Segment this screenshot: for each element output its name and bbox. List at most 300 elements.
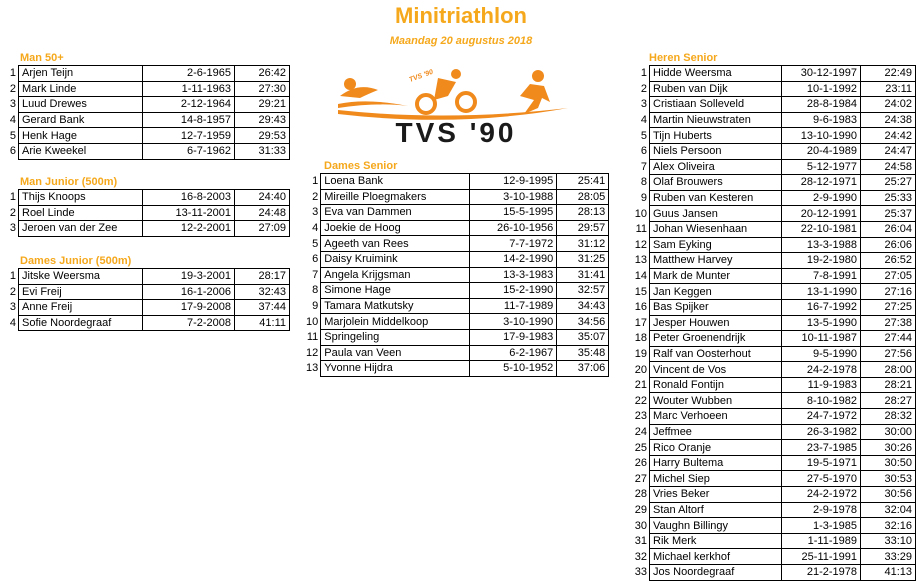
result-row (630, 237, 916, 253)
result-row (630, 487, 916, 503)
time-cell: 27:56 (861, 346, 916, 362)
birthdate-cell: 1-11-1963 (143, 81, 235, 97)
rank-cell: 16 (634, 301, 647, 314)
birthdate-cell: 22-10-1981 (782, 221, 861, 237)
birthdate-cell: 2-12-1964 (143, 97, 235, 113)
name-cell: Yvonne Hijdra (321, 361, 470, 377)
rank-cell: 10 (634, 207, 647, 220)
rank-cell: 8 (640, 176, 647, 189)
name-cell: Ronald Fontijn (650, 377, 782, 393)
time-cell: 26:04 (861, 221, 916, 237)
birthdate-cell: 20-12-1991 (782, 206, 861, 222)
result-row (306, 236, 609, 252)
name-cell: Jan Keggen (650, 284, 782, 300)
time-cell: 26:06 (861, 237, 916, 253)
birthdate-cell: 5-10-1952 (470, 361, 557, 377)
name-cell: Marc Verhoeen (650, 409, 782, 425)
damesjunior-table (6, 268, 290, 331)
result-row (630, 424, 916, 440)
time-cell: 26:52 (861, 253, 916, 269)
name-cell: Bas Spijker (650, 299, 782, 315)
result-row (630, 175, 916, 191)
birthdate-cell: 24-2-1972 (782, 487, 861, 503)
herensenior-title: Heren Senior (649, 52, 718, 64)
birthdate-cell: 15-5-1995 (470, 205, 557, 221)
birthdate-cell: 2-6-1965 (143, 66, 235, 82)
rank-cell: 30 (634, 519, 647, 532)
name-cell: Mark de Munter (650, 268, 782, 284)
birthdate-cell: 23-7-1985 (782, 440, 861, 456)
birthdate-cell: 13-1-1990 (782, 284, 861, 300)
name-cell: Gerard Bank (19, 112, 143, 128)
time-cell: 35:07 (557, 329, 609, 345)
result-row (6, 205, 290, 221)
birthdate-cell: 12-7-1959 (143, 128, 235, 144)
rank-cell: 21 (634, 379, 647, 392)
rank-cell: 26 (634, 457, 647, 470)
birthdate-cell: 12-9-1995 (470, 174, 557, 190)
birthdate-cell: 1-3-1985 (782, 518, 861, 534)
time-cell: 31:33 (235, 143, 290, 159)
name-cell: Ageeth van Rees (321, 236, 470, 252)
tvs90-logo (338, 68, 568, 148)
time-cell: 28:27 (861, 393, 916, 409)
time-cell: 24:40 (235, 190, 290, 206)
rank-cell: 5 (312, 237, 319, 250)
swimmer-icon (338, 78, 408, 108)
damessenior-block (306, 159, 609, 377)
birthdate-cell: 28-12-1971 (782, 175, 861, 191)
man50-title: Man 50+ (20, 52, 64, 64)
birthdate-cell: 2-9-1990 (782, 190, 861, 206)
rank-cell: 4 (640, 114, 647, 127)
name-cell: Wouter Wubben (650, 393, 782, 409)
rank-cell: 6 (9, 145, 16, 158)
result-row (630, 533, 916, 549)
name-cell: Arie Kweekel (19, 143, 143, 159)
birthdate-cell: 17-9-1983 (470, 329, 557, 345)
result-row (6, 128, 290, 144)
time-cell: 31:41 (557, 267, 609, 283)
rank-cell: 13 (634, 254, 647, 267)
birthdate-cell: 14-2-1990 (470, 251, 557, 267)
time-cell: 25:37 (861, 206, 916, 222)
time-cell: 28:17 (235, 269, 290, 285)
rank-cell: 4 (312, 222, 319, 235)
time-cell: 33:10 (861, 533, 916, 549)
herensenior-table (630, 65, 916, 581)
result-row (630, 409, 916, 425)
time-cell: 29:43 (235, 112, 290, 128)
birthdate-cell: 20-4-1989 (782, 143, 861, 159)
time-cell: 31:25 (557, 251, 609, 267)
name-cell: Simone Hage (321, 283, 470, 299)
name-cell: Vries Beker (650, 487, 782, 503)
birthdate-cell: 11-9-1983 (782, 377, 861, 393)
time-cell: 32:16 (861, 518, 916, 534)
birthdate-cell: 28-8-1984 (782, 97, 861, 113)
birthdate-cell: 19-2-1980 (782, 253, 861, 269)
name-cell: Mark Linde (19, 81, 143, 97)
name-cell: Johan Wiesenhaan (650, 221, 782, 237)
manjunior-block (6, 175, 290, 237)
birthdate-cell: 9-6-1983 (782, 112, 861, 128)
birthdate-cell: 3-10-1988 (470, 189, 557, 205)
name-cell: Marjolein Middelkoop (321, 314, 470, 330)
rank-cell: 1 (9, 191, 16, 204)
rank-cell: 6 (640, 145, 647, 158)
name-cell: Jeffmee (650, 424, 782, 440)
birthdate-cell: 13-10-1990 (782, 128, 861, 144)
time-cell: 24:02 (861, 97, 916, 113)
time-cell: 28:13 (557, 205, 609, 221)
birthdate-cell: 24-2-1978 (782, 362, 861, 378)
result-row (630, 112, 916, 128)
time-cell: 32:43 (235, 284, 290, 300)
result-row (6, 66, 290, 82)
result-row (630, 128, 916, 144)
rank-cell: 19 (634, 347, 647, 360)
time-cell: 37:44 (235, 300, 290, 316)
rank-cell: 5 (9, 129, 16, 142)
name-cell: Paula van Veen (321, 345, 470, 361)
time-cell: 27:09 (235, 221, 290, 237)
rank-cell: 6 (312, 253, 319, 266)
result-row (630, 315, 916, 331)
time-cell: 27:44 (861, 331, 916, 347)
result-row (630, 331, 916, 347)
rank-cell: 29 (634, 503, 647, 516)
birthdate-cell: 17-9-2008 (143, 300, 235, 316)
herensenior-block (630, 51, 916, 581)
name-cell: Jeroen van der Zee (19, 221, 143, 237)
birthdate-cell: 21-2-1978 (782, 565, 861, 581)
name-cell: Martin Nieuwstraten (650, 112, 782, 128)
birthdate-cell: 16-1-2006 (143, 284, 235, 300)
birthdate-cell: 3-10-1990 (470, 314, 557, 330)
rank-cell: 12 (306, 346, 319, 359)
result-row (630, 565, 916, 581)
result-row (630, 66, 916, 82)
result-row (306, 298, 609, 314)
rank-cell: 7 (640, 160, 647, 173)
time-cell: 28:21 (861, 377, 916, 393)
birthdate-cell: 1-11-1989 (782, 533, 861, 549)
damessenior-title: Dames Senior (324, 160, 398, 172)
result-row (630, 190, 916, 206)
result-row (306, 361, 609, 377)
time-cell: 33:29 (861, 549, 916, 565)
birthdate-cell: 13-3-1988 (782, 237, 861, 253)
time-cell: 23:11 (861, 81, 916, 97)
name-cell: Harry Bultema (650, 455, 782, 471)
birthdate-cell: 6-7-1962 (143, 143, 235, 159)
result-row (630, 346, 916, 362)
result-row (306, 189, 609, 205)
result-row (630, 284, 916, 300)
name-cell: Rik Merk (650, 533, 782, 549)
time-cell: 28:00 (861, 362, 916, 378)
name-cell: Ralf van Oosterhout (650, 346, 782, 362)
time-cell: 29:57 (557, 220, 609, 236)
name-cell: Joekie de Hoog (321, 220, 470, 236)
rank-cell: 3 (9, 222, 16, 235)
name-cell: Eva van Dammen (321, 205, 470, 221)
result-row (6, 269, 290, 285)
rank-cell: 4 (9, 317, 16, 330)
result-row (306, 267, 609, 283)
name-cell: Roel Linde (19, 205, 143, 221)
result-row (306, 329, 609, 345)
time-cell: 25:41 (557, 174, 609, 190)
rank-cell: 9 (312, 300, 319, 313)
result-row (6, 112, 290, 128)
rank-cell: 1 (312, 175, 319, 188)
rank-cell: 22 (634, 394, 647, 407)
rank-cell: 1 (640, 67, 647, 80)
result-row (306, 283, 609, 299)
runner-icon (520, 70, 550, 114)
birthdate-cell: 16-7-1992 (782, 299, 861, 315)
man50-block (6, 51, 290, 160)
time-cell: 41:13 (861, 565, 916, 581)
name-cell: Jitske Weersma (19, 269, 143, 285)
rank-cell: 4 (9, 114, 16, 127)
rank-cell: 32 (634, 550, 647, 563)
name-cell: Stan Altorf (650, 502, 782, 518)
name-cell: Henk Hage (19, 128, 143, 144)
birthdate-cell: 15-2-1990 (470, 283, 557, 299)
birthdate-cell: 6-2-1967 (470, 345, 557, 361)
rank-cell: 33 (634, 566, 647, 579)
birthdate-cell: 11-7-1989 (470, 298, 557, 314)
rank-cell: 24 (634, 425, 647, 438)
birthdate-cell: 13-5-1990 (782, 315, 861, 331)
rank-cell: 15 (634, 285, 647, 298)
name-cell: Ruben van Kesteren (650, 190, 782, 206)
result-row (6, 315, 290, 331)
name-cell: Matthew Harvey (650, 253, 782, 269)
page-subtitle: Maandag 20 augustus 2018 (389, 35, 533, 47)
time-cell: 27:38 (861, 315, 916, 331)
time-cell: 24:58 (861, 159, 916, 175)
damesjunior-title: Dames Junior (500m) (20, 255, 132, 267)
birthdate-cell: 19-5-1971 (782, 455, 861, 471)
result-row (630, 502, 916, 518)
time-cell: 28:32 (861, 409, 916, 425)
rank-cell: 1 (9, 270, 16, 283)
time-cell: 24:48 (235, 205, 290, 221)
time-cell: 30:00 (861, 424, 916, 440)
rank-cell: 2 (640, 82, 647, 95)
result-row (630, 440, 916, 456)
rank-cell: 3 (640, 98, 647, 111)
rank-cell: 5 (640, 129, 647, 142)
birthdate-cell: 14-8-1957 (143, 112, 235, 128)
time-cell: 31:12 (557, 236, 609, 252)
result-row (630, 81, 916, 97)
name-cell: Michael kerkhof (650, 549, 782, 565)
rank-cell: 11 (306, 331, 319, 344)
time-cell: 25:33 (861, 190, 916, 206)
result-row (630, 159, 916, 175)
rank-cell: 12 (634, 238, 647, 251)
name-cell: Mireille Ploegmakers (321, 189, 470, 205)
name-cell: Daisy Kruimink (321, 251, 470, 267)
birthdate-cell: 12-2-2001 (143, 221, 235, 237)
time-cell: 27:30 (235, 81, 290, 97)
birthdate-cell: 10-1-1992 (782, 81, 861, 97)
name-cell: Peter Groenendrijk (650, 331, 782, 347)
result-row (630, 549, 916, 565)
time-cell: 34:56 (557, 314, 609, 330)
birthdate-cell: 8-10-1982 (782, 393, 861, 409)
rank-cell: 13 (306, 362, 319, 375)
name-cell: Vincent de Vos (650, 362, 782, 378)
birthdate-cell: 7-7-1972 (470, 236, 557, 252)
birthdate-cell: 7-2-2008 (143, 315, 235, 331)
result-row (630, 362, 916, 378)
name-cell: Sofie Noordegraaf (19, 315, 143, 331)
name-cell: Ruben van Dijk (650, 81, 782, 97)
name-cell: Thijs Knoops (19, 190, 143, 206)
birthdate-cell: 2-9-1978 (782, 502, 861, 518)
name-cell: Guus Jansen (650, 206, 782, 222)
name-cell: Cristiaan Solleveld (650, 97, 782, 113)
name-cell: Anne Freij (19, 300, 143, 316)
result-row (630, 471, 916, 487)
man50-table (6, 65, 290, 160)
result-row (306, 314, 609, 330)
time-cell: 22:49 (861, 66, 916, 82)
rank-cell: 9 (640, 192, 647, 205)
result-row (306, 220, 609, 236)
result-row (630, 97, 916, 113)
birthdate-cell: 16-8-2003 (143, 190, 235, 206)
birthdate-cell: 5-12-1977 (782, 159, 861, 175)
rank-cell: 8 (312, 284, 319, 297)
result-row (6, 221, 290, 237)
result-row (630, 221, 916, 237)
damessenior-table (306, 173, 609, 377)
time-cell: 27:25 (861, 299, 916, 315)
rank-cell: 31 (634, 535, 647, 548)
rank-cell: 20 (634, 363, 647, 376)
result-row (306, 205, 609, 221)
time-cell: 37:06 (557, 361, 609, 377)
rank-cell: 11 (635, 223, 647, 236)
time-cell: 24:38 (861, 112, 916, 128)
rank-cell: 14 (634, 270, 647, 283)
time-cell: 32:04 (861, 502, 916, 518)
name-cell: Sam Eyking (650, 237, 782, 253)
manjunior-title: Man Junior (500m) (20, 176, 118, 188)
rank-cell: 2 (9, 285, 16, 298)
birthdate-cell: 9-5-1990 (782, 346, 861, 362)
result-row (306, 174, 609, 190)
birthdate-cell: 13-11-2001 (143, 205, 235, 221)
rank-cell: 28 (634, 488, 647, 501)
time-cell: 27:16 (861, 284, 916, 300)
name-cell: Jos Noordegraaf (650, 565, 782, 581)
rank-cell: 2 (9, 82, 16, 95)
birthdate-cell: 7-8-1991 (782, 268, 861, 284)
birthdate-cell: 19-3-2001 (143, 269, 235, 285)
page-title: Minitriathlon (395, 3, 527, 28)
rank-cell: 23 (634, 410, 647, 423)
result-row (6, 190, 290, 206)
birthdate-cell: 10-11-1987 (782, 331, 861, 347)
time-cell: 24:42 (861, 128, 916, 144)
name-cell: Springeling (321, 329, 470, 345)
rank-cell: 27 (634, 472, 647, 485)
result-row (630, 299, 916, 315)
rank-cell: 3 (9, 301, 16, 314)
rank-cell: 3 (9, 98, 16, 111)
time-cell: 30:26 (861, 440, 916, 456)
result-row (306, 251, 609, 267)
result-row (630, 253, 916, 269)
birthdate-cell: 26-3-1982 (782, 424, 861, 440)
name-cell: Michel Siep (650, 471, 782, 487)
time-cell: 28:05 (557, 189, 609, 205)
result-row (306, 345, 609, 361)
manjunior-table (6, 189, 290, 237)
name-cell: Evi Freij (19, 284, 143, 300)
time-cell: 30:50 (861, 455, 916, 471)
rank-cell: 2 (9, 206, 16, 219)
rank-cell: 3 (312, 206, 319, 219)
rank-cell: 1 (9, 67, 16, 80)
time-cell: 29:21 (235, 97, 290, 113)
time-cell: 24:47 (861, 143, 916, 159)
name-cell: Alex Oliveira (650, 159, 782, 175)
name-cell: Niels Persoon (650, 143, 782, 159)
time-cell: 30:56 (861, 487, 916, 503)
result-row (6, 81, 290, 97)
time-cell: 35:48 (557, 345, 609, 361)
result-row (6, 284, 290, 300)
birthdate-cell: 24-7-1972 (782, 409, 861, 425)
time-cell: 25:27 (861, 175, 916, 191)
time-cell: 27:05 (861, 268, 916, 284)
name-cell: Angela Krijgsman (321, 267, 470, 283)
result-row (630, 268, 916, 284)
result-row (630, 377, 916, 393)
rank-cell: 7 (312, 268, 319, 281)
rank-cell: 17 (634, 316, 647, 329)
time-cell: 26:42 (235, 66, 290, 82)
name-cell: Tijn Huberts (650, 128, 782, 144)
result-row (630, 206, 916, 222)
time-cell: 41:11 (235, 315, 290, 331)
time-cell: 32:57 (557, 283, 609, 299)
time-cell: 29:53 (235, 128, 290, 144)
name-cell: Hidde Weersma (650, 66, 782, 82)
result-row (6, 143, 290, 159)
birthdate-cell: 25-11-1991 (782, 549, 861, 565)
name-cell: Vaughn Billingy (650, 518, 782, 534)
result-row (630, 393, 916, 409)
result-row (6, 97, 290, 113)
result-row (630, 143, 916, 159)
name-cell: Loena Bank (321, 174, 470, 190)
name-cell: Luud Drewes (19, 97, 143, 113)
name-cell: Arjen Teijn (19, 66, 143, 82)
time-cell: 34:43 (557, 298, 609, 314)
damesjunior-block (6, 254, 290, 331)
birthdate-cell: 27-5-1970 (782, 471, 861, 487)
